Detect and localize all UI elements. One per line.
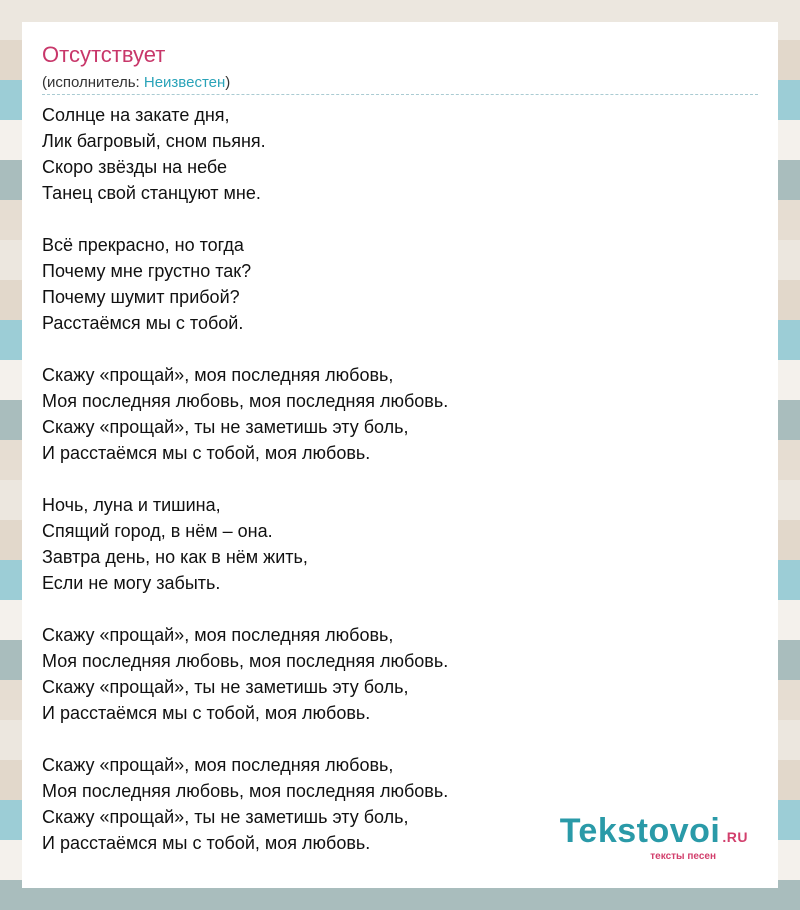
lyrics-stanza	[42, 492, 448, 596]
lyrics-line: Ночь, луна и тишина,	[42, 495, 221, 515]
lyrics-line: Солнце на закате дня,	[42, 105, 230, 125]
performer-line	[42, 74, 230, 91]
performer-suffix: )	[225, 74, 231, 91]
lyrics-line: Скоро звёзды на небе	[42, 157, 228, 177]
lyrics-line: Спящий город, в нём – она.	[42, 521, 273, 541]
lyrics-line: Лик багровый, сном пьяня.	[42, 131, 266, 151]
logo-suffix: .RU	[722, 829, 748, 845]
lyrics-line: И расстаёмся мы с тобой, моя любовь.	[42, 443, 371, 463]
lyrics-stanza	[42, 622, 448, 726]
lyrics-stanza	[42, 362, 448, 466]
logo-tagline: тексты песен	[650, 851, 716, 862]
lyrics-line: Всё прекрасно, но тогда	[42, 235, 244, 255]
lyrics-line: Почему шумит прибой?	[42, 287, 240, 307]
lyrics-line: Скажу «прощай», моя последняя любовь,	[42, 365, 394, 385]
lyrics-line: Завтра день, но как в нём жить,	[42, 547, 308, 567]
lyrics-stanza	[42, 232, 448, 336]
lyrics-stanza	[42, 102, 448, 206]
lyrics-line: Моя последняя любовь, моя последняя любовь.	[42, 391, 449, 411]
site-logo[interactable]	[560, 813, 748, 862]
lyrics-line: Если не могу забыть.	[42, 573, 221, 593]
performer-prefix: (исполнитель:	[42, 74, 144, 91]
song-title: Отсутствует	[42, 42, 166, 67]
lyrics-stanza	[42, 752, 448, 856]
lyrics-line: Скажу «прощай», ты не заметишь эту боль,	[42, 807, 409, 827]
lyrics-line: Скажу «прощай», ты не заметишь эту боль,	[42, 417, 409, 437]
lyrics-line: Расстаёмся мы с тобой.	[42, 313, 244, 333]
lyrics-line: Скажу «прощай», моя последняя любовь,	[42, 755, 394, 775]
lyrics-card	[22, 22, 778, 888]
lyrics-line: Скажу «прощай», моя последняя любовь,	[42, 625, 394, 645]
lyrics-line: Скажу «прощай», ты не заметишь эту боль,	[42, 677, 409, 697]
lyrics-line: Танец свой станцуют мне.	[42, 183, 261, 203]
lyrics-body	[42, 102, 448, 856]
title-divider	[42, 94, 758, 95]
performer-link[interactable]: Неизвестен	[143, 74, 226, 91]
lyrics-line: Моя последняя любовь, моя последняя любовь.	[42, 781, 449, 801]
lyrics-line: И расстаёмся мы с тобой, моя любовь.	[42, 833, 371, 853]
logo-name: Tekstovoi	[559, 812, 721, 850]
lyrics-line: Моя последняя любовь, моя последняя любовь.	[42, 651, 449, 671]
lyrics-line: Почему мне грустно так?	[42, 261, 252, 281]
lyrics-line: И расстаёмся мы с тобой, моя любовь.	[42, 703, 371, 723]
